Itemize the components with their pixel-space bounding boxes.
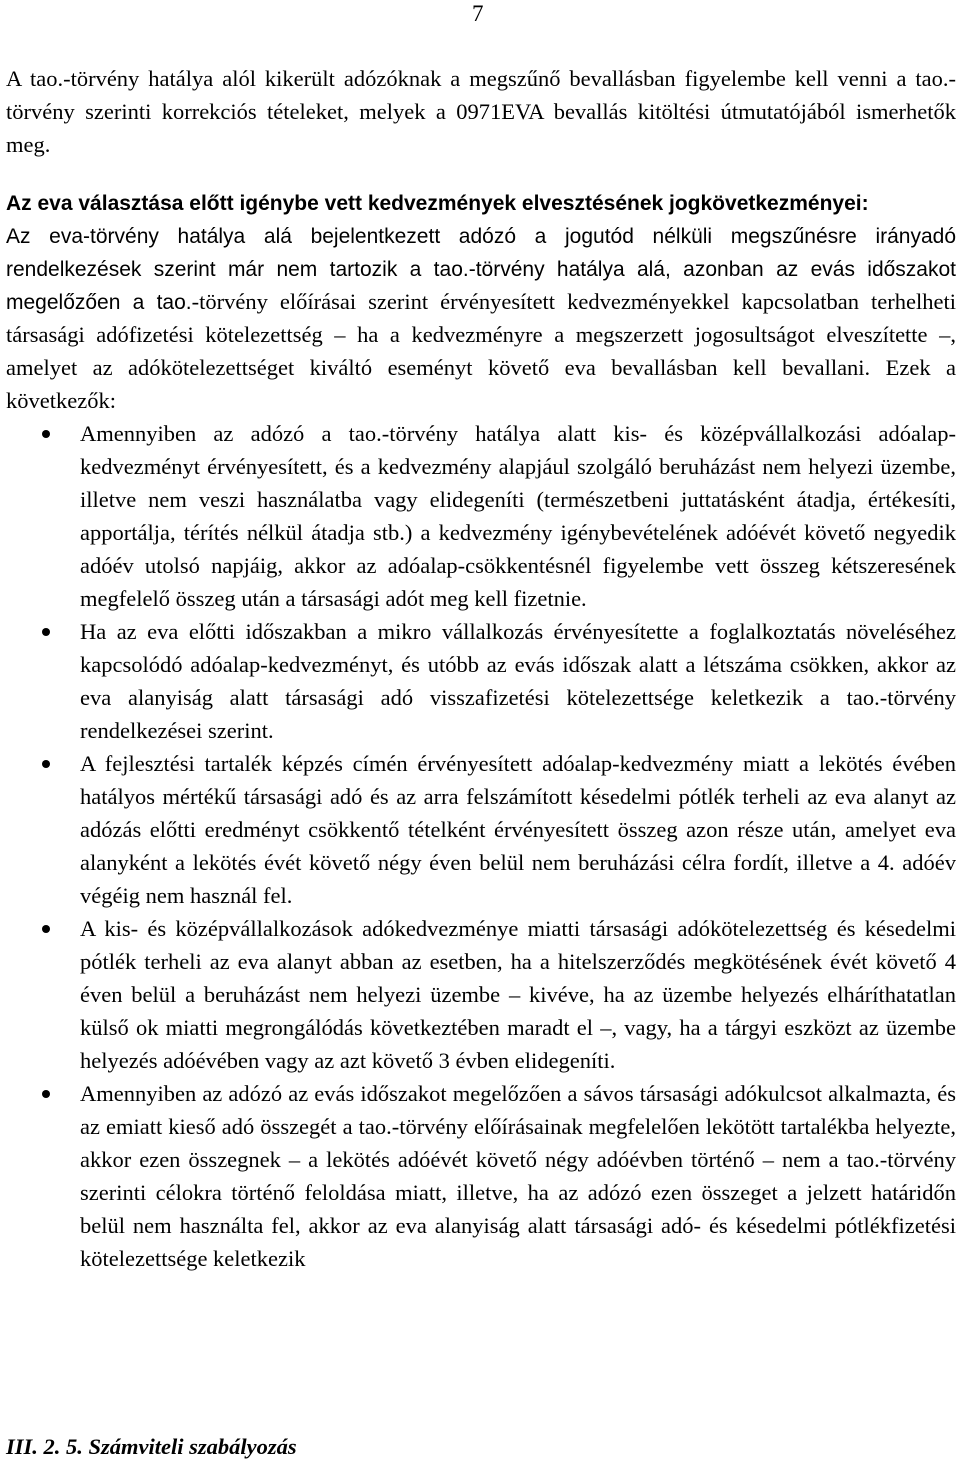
consequence-list — [6, 417, 956, 1275]
next-section-heading: III. 2. 5. Számviteli szabályozás — [6, 1434, 297, 1459]
intro-paragraph: A tao.-törvény hatálya alól kikerült adózóknak a megszűnő bevallásban figyelembe kell venni a tao.-törvény szerinti korrekciós tételeket, melyek a 0971EVA bevallás kitöltési útmutatójából ismerhetők meg. — [6, 66, 956, 157]
bullet-icon — [42, 925, 50, 933]
list-item-text: A kis- és középvállalkozások adókedvezménye miatti társasági adókötelezettség és késedelmi pótlék terheli az eva alanyt abban az esetben, ha a hitelszerződés megkötésének évét követő 4 éven belül a beruházást nem helyezi üzembe – kivéve, ha az üzembe helyezés elháríthatatlan külső ok miatti megrongálódás következtében maradt el –, vagy, ha a tárgyi eszközt az üzembe helyezés adóévében vagy az azt követő 3 évben elidegeníti. — [80, 916, 956, 1073]
list-item — [6, 747, 956, 912]
paragraph-gap — [6, 161, 956, 189]
bullet-icon — [42, 760, 50, 768]
bullet-icon — [42, 1090, 50, 1098]
bullet-icon — [42, 628, 50, 636]
list-item-text: Amennyiben az adózó a tao.-törvény hatálya alatt kis- és középvállalkozási adóalap-kedvezményt érvényesített, és a kedvezmény alapjául szolgáló beruházást nem helyezi üzembe, illetve nem veszi használatba vagy elidegeníti (természetbeni juttatásként átadja, értékesíti, apportálja, térítés nélkül átadja stb.) a kedvezmény igénybevételének adóévét követő negyedik adóév utolsó napjáig, akkor az adóalap-csökkentésnél figyelembe vett összeg kétszeresének megfelelő összeg után a társasági adót meg kell fizetnie. — [80, 421, 956, 611]
list-item — [6, 615, 956, 747]
body-paragraph-serif-part: -törvény előírásai szerint érvényesített kedvezményekkel kapcsolatban terhelheti társasági adófizetési kötelezettség – ha a kedvezményre a megszerzett jogosultságot elveszítette –, amelyet az adókötelezettséget kiváltó eseményt követő eva bevallásban kell bevallani. Ezek a következők: — [6, 289, 956, 413]
list-item-text: Ha az eva előtti időszakban a mikro vállalkozás érvényesítette a foglalkoztatás növeléséhez kapcsolódó adóalap-kedvezményt, és utóbb az evás időszak alatt a létszáma csökken, akkor az eva alanyiság alatt társasági adó visszafizetési kötelezettsége keletkezik a tao.-törvény rendelkezései szerint. — [80, 619, 956, 743]
body-paragraph — [6, 219, 956, 417]
kedvezmenyek-section — [6, 189, 956, 1275]
list-item-text: Amennyiben az adózó az evás időszakot megelőzően a sávos társasági adókulcsot alkalmazta, és az emiatt kieső adó összegét a tao.-törvény előírásainak megfelelően lekötött tartalékba helyezte, akkor ezen összegnek – a lekötés adóévét követő négy adóévben történő – nem a tao.-törvény szerinti célokra történő feloldása miatt, illetve, ha az adózó ezen összeget a jelzett határidőn belül nem használta fel, akkor az eva alanyiság alatt társasági adó- és késedelmi pótlékfizetési kötelezettsége keletkezik — [80, 1081, 956, 1271]
list-item — [6, 417, 956, 615]
list-item-text: A fejlesztési tartalék képzés címén érvényesített adóalap-kedvezmény miatt a lekötés évében hatályos mértékű társasági adó és az arra felszámított késedelmi pótlék terheli az eva alanyt az adózás előtti eredményt csökkentő tételként érvényesített összeg azon része után, amelyet eva alanyként a lekötés évét követő négy éven belül nem beruházási célra fordít, illetve a 4. adóév végéig nem használ fel. — [80, 751, 956, 908]
section-subheading: Az eva választása előtt igénybe vett kedvezmények elvesztésének jogkövetkezményei: — [6, 192, 869, 215]
list-item — [6, 912, 956, 1077]
page-number: 7 — [472, 1, 484, 26]
bullet-icon — [42, 430, 50, 438]
list-item — [6, 1077, 956, 1275]
page-content — [6, 62, 956, 1275]
body-paragraph-sans-part: Az eva-törvény hatálya alá bejelentkezett adózó a jogutód nélküli megszűnésre irányadó rendelkezések szerint már nem tartozik a tao.-törvény hatálya alá, azonban az evás időszakot megelőzően a tao. — [6, 225, 956, 314]
